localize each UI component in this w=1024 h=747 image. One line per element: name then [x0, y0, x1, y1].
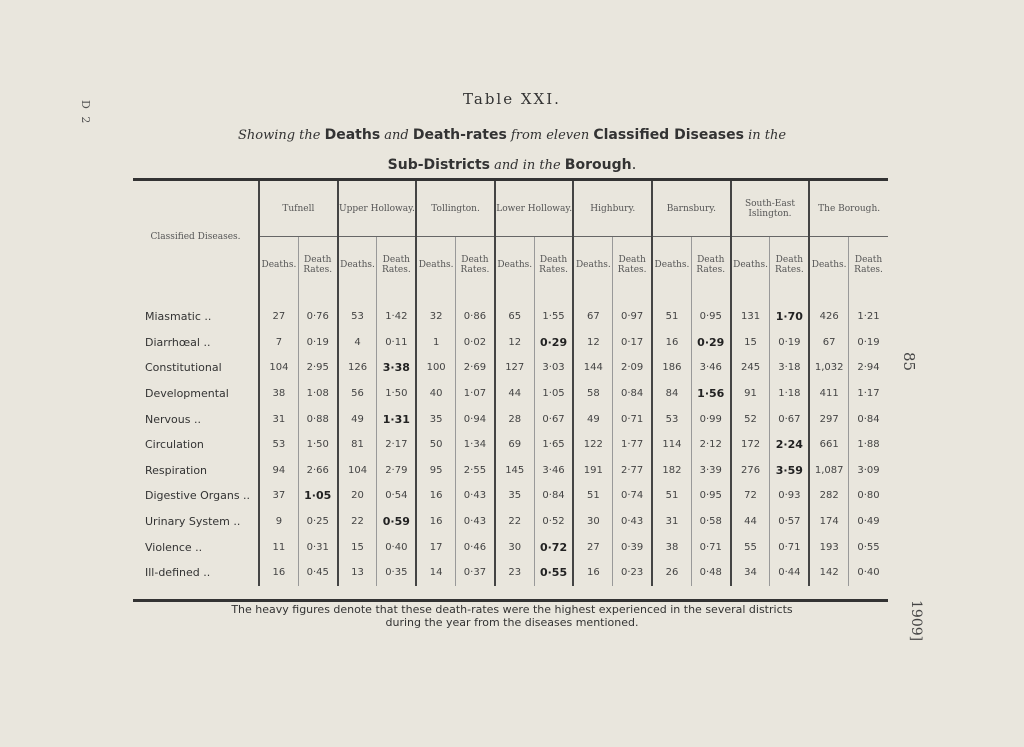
- deaths-cell: 26: [652, 560, 691, 586]
- death-rate-cell: 0·43: [456, 483, 495, 509]
- table-subtitle: [0, 120, 1024, 180]
- death-rate-cell: 1·50: [298, 432, 337, 458]
- death-rate-cell: 0·86: [456, 304, 495, 330]
- deaths-cell: 11: [259, 534, 298, 560]
- disease-label: Diarrhœal ..: [145, 335, 211, 349]
- death-rate-cell: 0·71: [691, 534, 730, 560]
- deaths-cell: 56: [338, 381, 377, 407]
- deaths-cell: 35: [416, 406, 455, 432]
- deaths-cell: 53: [338, 304, 377, 330]
- deaths-cell: 31: [259, 406, 298, 432]
- deaths-cell: 51: [652, 483, 691, 509]
- deaths-cell: 72: [731, 483, 770, 509]
- deaths-cell: 40: [416, 381, 455, 407]
- death-rate-cell: 0·40: [377, 534, 416, 560]
- deaths-cell: 7: [259, 330, 298, 356]
- subtitle-run: Showing the: [237, 128, 325, 143]
- deaths-cell: 172: [731, 432, 770, 458]
- death-rate-cell: 0·95: [691, 304, 730, 330]
- death-rate-cell: 0·40: [849, 560, 888, 586]
- deaths-cell: 38: [259, 381, 298, 407]
- deaths-cell: 53: [259, 432, 298, 458]
- death-rate-cell: 3·38: [377, 355, 416, 381]
- deaths-cell: 16: [259, 560, 298, 586]
- death-rate-cell: 0·17: [613, 330, 652, 356]
- deaths-cell: 191: [573, 458, 612, 484]
- death-rate-cell: 0·25: [298, 509, 337, 535]
- table-row: [133, 304, 888, 330]
- death-rate-cell: 1·18: [770, 381, 809, 407]
- death-rate-cell: 1·70: [770, 304, 809, 330]
- death-rate-cell: 0·94: [456, 406, 495, 432]
- deaths-cell: 44: [731, 509, 770, 535]
- deaths-cell: 30: [573, 509, 612, 535]
- deaths-cell: 131: [731, 304, 770, 330]
- deaths-cell: 50: [416, 432, 455, 458]
- table-row: [133, 509, 888, 535]
- deaths-cell: 69: [495, 432, 534, 458]
- deaths-cell: 12: [573, 330, 612, 356]
- death-rate-cell: 1·07: [456, 381, 495, 407]
- death-rate-cell: 0·67: [770, 406, 809, 432]
- death-rate-cell: 0·84: [613, 381, 652, 407]
- death-rate-cell: 0·31: [298, 534, 337, 560]
- row-header-label: Classified Diseases.: [150, 231, 241, 242]
- death-rate-cell: 2·94: [849, 355, 888, 381]
- disease-label: Constitutional: [145, 361, 222, 375]
- death-rates-subheader: Death Rates.: [298, 237, 337, 293]
- deaths-cell: 95: [416, 458, 455, 484]
- death-rate-cell: 1·05: [534, 381, 573, 407]
- deaths-cell: 114: [652, 432, 691, 458]
- subtitle-run: Death-rates: [412, 127, 507, 143]
- table-row: [133, 381, 888, 407]
- deaths-subheader: Deaths.: [338, 237, 377, 293]
- deaths-subheader: Deaths.: [573, 237, 612, 293]
- death-rate-cell: 1·17: [849, 381, 888, 407]
- death-rate-cell: 3·59: [770, 458, 809, 484]
- subtitle-line-1: [0, 120, 1024, 150]
- death-rate-cell: 0·49: [849, 509, 888, 535]
- deaths-cell: 4: [338, 330, 377, 356]
- death-rate-cell: 1·05: [298, 483, 337, 509]
- deaths-subheader: Deaths.: [652, 237, 691, 293]
- death-rates-subheader: Death Rates.: [377, 237, 416, 293]
- deaths-cell: 38: [652, 534, 691, 560]
- district-header: Tufnell: [259, 181, 338, 237]
- deaths-cell: 13: [338, 560, 377, 586]
- death-rate-cell: 0·55: [849, 534, 888, 560]
- table-row: [133, 534, 888, 560]
- death-rate-cell: 2·17: [377, 432, 416, 458]
- deaths-cell: 1,032: [809, 355, 848, 381]
- district-header: Upper Holloway.: [338, 181, 417, 237]
- table-row: [133, 406, 888, 432]
- deaths-cell: 661: [809, 432, 848, 458]
- deaths-cell: 20: [338, 483, 377, 509]
- district-header: South-East Islington.: [731, 181, 810, 237]
- table-footnote: [0, 603, 1024, 629]
- deaths-subheader: Deaths.: [416, 237, 455, 293]
- subtitle-run: Borough: [564, 157, 632, 173]
- death-rate-cell: 0·02: [456, 330, 495, 356]
- death-rate-cell: 0·55: [534, 560, 573, 586]
- disease-label: Nervous ..: [145, 412, 201, 426]
- footnote-line-2: during the year from the diseases mentioned.: [385, 616, 639, 629]
- death-rate-cell: 0·52: [534, 509, 573, 535]
- deaths-cell: 174: [809, 509, 848, 535]
- deaths-cell: 9: [259, 509, 298, 535]
- district-header: Tollington.: [416, 181, 495, 237]
- disease-table-frame: [133, 178, 888, 602]
- subtitle-line-2: [0, 150, 1024, 180]
- death-rate-cell: 0·59: [377, 509, 416, 535]
- deaths-cell: 55: [731, 534, 770, 560]
- death-rate-cell: 0·43: [456, 509, 495, 535]
- deaths-cell: 67: [573, 304, 612, 330]
- deaths-cell: 282: [809, 483, 848, 509]
- deaths-cell: 58: [573, 381, 612, 407]
- death-rate-cell: 3·46: [691, 355, 730, 381]
- deaths-cell: 12: [495, 330, 534, 356]
- disease-table: [133, 181, 888, 586]
- table-row: [133, 355, 888, 381]
- death-rate-cell: 0·67: [534, 406, 573, 432]
- deaths-cell: 182: [652, 458, 691, 484]
- death-rate-cell: 0·19: [849, 330, 888, 356]
- table-row: [133, 560, 888, 586]
- table-header: [133, 181, 888, 292]
- deaths-cell: 15: [731, 330, 770, 356]
- disease-label: Ill-defined ..: [145, 566, 211, 580]
- death-rate-cell: 0·97: [613, 304, 652, 330]
- death-rate-cell: 3·39: [691, 458, 730, 484]
- deaths-cell: 81: [338, 432, 377, 458]
- death-rate-cell: 0·11: [377, 330, 416, 356]
- death-rate-cell: 0·44: [770, 560, 809, 586]
- death-rates-subheader: Death Rates.: [534, 237, 573, 293]
- deaths-cell: 145: [495, 458, 534, 484]
- death-rate-cell: 2·24: [770, 432, 809, 458]
- deaths-cell: 32: [416, 304, 455, 330]
- death-rate-cell: 0·29: [691, 330, 730, 356]
- death-rate-cell: 2·55: [456, 458, 495, 484]
- deaths-cell: 16: [652, 330, 691, 356]
- disease-label: Developmental: [145, 387, 229, 401]
- death-rates-subheader: Death Rates.: [691, 237, 730, 293]
- death-rate-cell: 1·77: [613, 432, 652, 458]
- deaths-cell: 276: [731, 458, 770, 484]
- death-rate-cell: 0·19: [298, 330, 337, 356]
- subtitle-run: and in the: [490, 158, 565, 173]
- deaths-cell: 142: [809, 560, 848, 586]
- death-rate-cell: 3·46: [534, 458, 573, 484]
- disease-label: Respiration: [145, 463, 208, 477]
- death-rate-cell: 0·19: [770, 330, 809, 356]
- footnote-line-1: The heavy figures denote that these death-rates were the highest experienced in the several districts: [231, 603, 793, 616]
- death-rate-cell: 0·88: [298, 406, 337, 432]
- deaths-cell: 127: [495, 355, 534, 381]
- death-rate-cell: 0·84: [849, 406, 888, 432]
- death-rates-subheader: Death Rates.: [613, 237, 652, 293]
- year-mark: 1909]: [908, 600, 924, 642]
- deaths-cell: 104: [338, 458, 377, 484]
- disease-label: Digestive Organs ..: [145, 489, 251, 503]
- deaths-cell: 16: [416, 483, 455, 509]
- death-rate-cell: 1·08: [298, 381, 337, 407]
- deaths-cell: 84: [652, 381, 691, 407]
- deaths-cell: 411: [809, 381, 848, 407]
- disease-label: Miasmatic ..: [145, 310, 212, 324]
- death-rate-cell: 0·76: [298, 304, 337, 330]
- deaths-cell: 245: [731, 355, 770, 381]
- deaths-cell: 126: [338, 355, 377, 381]
- death-rate-cell: 0·72: [534, 534, 573, 560]
- death-rates-subheader: Death Rates.: [849, 237, 888, 293]
- death-rate-cell: 0·45: [298, 560, 337, 586]
- deaths-cell: 53: [652, 406, 691, 432]
- deaths-cell: 426: [809, 304, 848, 330]
- deaths-cell: 144: [573, 355, 612, 381]
- deaths-cell: 94: [259, 458, 298, 484]
- death-rate-cell: 3·09: [849, 458, 888, 484]
- deaths-cell: 23: [495, 560, 534, 586]
- margin-signature-mark: D 2: [79, 100, 92, 126]
- death-rate-cell: 2·95: [298, 355, 337, 381]
- death-rate-cell: 0·99: [691, 406, 730, 432]
- deaths-cell: 35: [495, 483, 534, 509]
- death-rate-cell: 0·84: [534, 483, 573, 509]
- deaths-cell: 193: [809, 534, 848, 560]
- table-title: Table XXI.: [463, 90, 561, 108]
- deaths-cell: 16: [416, 509, 455, 535]
- table-row: [133, 458, 888, 484]
- disease-label: Circulation: [145, 438, 204, 452]
- deaths-cell: 37: [259, 483, 298, 509]
- deaths-cell: 28: [495, 406, 534, 432]
- death-rate-cell: 0·48: [691, 560, 730, 586]
- deaths-cell: 27: [573, 534, 612, 560]
- deaths-cell: 51: [573, 483, 612, 509]
- table-body: [133, 292, 888, 586]
- deaths-cell: 100: [416, 355, 455, 381]
- subtitle-run: Deaths: [324, 127, 381, 143]
- subtitle-run: in the: [743, 128, 787, 143]
- death-rates-subheader: Death Rates.: [456, 237, 495, 293]
- deaths-cell: 22: [495, 509, 534, 535]
- deaths-cell: 16: [573, 560, 612, 586]
- death-rate-cell: 0·37: [456, 560, 495, 586]
- death-rate-cell: 3·03: [534, 355, 573, 381]
- table-row: [133, 432, 888, 458]
- death-rate-cell: 2·09: [613, 355, 652, 381]
- death-rate-cell: 1·21: [849, 304, 888, 330]
- disease-label: Urinary System ..: [145, 515, 241, 529]
- deaths-cell: 51: [652, 304, 691, 330]
- deaths-cell: 186: [652, 355, 691, 381]
- death-rate-cell: 0·71: [770, 534, 809, 560]
- deaths-cell: 30: [495, 534, 534, 560]
- death-rate-cell: 1·56: [691, 381, 730, 407]
- death-rate-cell: 0·80: [849, 483, 888, 509]
- subtitle-run: Classified Diseases: [593, 127, 744, 143]
- subtitle-run: and: [380, 128, 413, 143]
- deaths-cell: 17: [416, 534, 455, 560]
- district-header: Barnsbury.: [652, 181, 731, 237]
- death-rate-cell: 0·43: [613, 509, 652, 535]
- district-header: The Borough.: [809, 181, 888, 237]
- death-rate-cell: 3·18: [770, 355, 809, 381]
- deaths-subheader: Deaths.: [259, 237, 298, 293]
- deaths-subheader: Deaths.: [809, 237, 848, 293]
- death-rate-cell: 1·42: [377, 304, 416, 330]
- deaths-cell: 15: [338, 534, 377, 560]
- deaths-cell: 34: [731, 560, 770, 586]
- table-row: [133, 330, 888, 356]
- subtitle-run: .: [631, 155, 637, 173]
- district-header: Lower Holloway.: [495, 181, 574, 237]
- table-row: [133, 483, 888, 509]
- death-rate-cell: 0·35: [377, 560, 416, 586]
- death-rate-cell: 0·23: [613, 560, 652, 586]
- deaths-cell: 65: [495, 304, 534, 330]
- deaths-cell: 52: [731, 406, 770, 432]
- death-rate-cell: 1·88: [849, 432, 888, 458]
- subtitle-run: Sub-Districts: [387, 157, 490, 173]
- subtitle-run: from eleven: [506, 128, 594, 143]
- death-rate-cell: 1·34: [456, 432, 495, 458]
- death-rate-cell: 1·55: [534, 304, 573, 330]
- death-rate-cell: 0·54: [377, 483, 416, 509]
- death-rate-cell: 0·29: [534, 330, 573, 356]
- deaths-subheader: Deaths.: [731, 237, 770, 293]
- disease-label: Violence ..: [145, 540, 203, 554]
- deaths-cell: 14: [416, 560, 455, 586]
- death-rate-cell: 0·58: [691, 509, 730, 535]
- deaths-cell: 27: [259, 304, 298, 330]
- death-rate-cell: 1·31: [377, 406, 416, 432]
- district-header: Highbury.: [573, 181, 652, 237]
- deaths-cell: 104: [259, 355, 298, 381]
- page-number: 85: [900, 352, 918, 372]
- death-rates-subheader: Death Rates.: [770, 237, 809, 293]
- death-rate-cell: 0·71: [613, 406, 652, 432]
- deaths-cell: 22: [338, 509, 377, 535]
- deaths-cell: 1,087: [809, 458, 848, 484]
- death-rate-cell: 2·79: [377, 458, 416, 484]
- deaths-cell: 49: [573, 406, 612, 432]
- death-rate-cell: 0·95: [691, 483, 730, 509]
- death-rate-cell: 2·66: [298, 458, 337, 484]
- deaths-subheader: Deaths.: [495, 237, 534, 293]
- death-rate-cell: 1·65: [534, 432, 573, 458]
- death-rate-cell: 0·93: [770, 483, 809, 509]
- deaths-cell: 91: [731, 381, 770, 407]
- death-rate-cell: 0·74: [613, 483, 652, 509]
- deaths-cell: 122: [573, 432, 612, 458]
- death-rate-cell: 0·46: [456, 534, 495, 560]
- death-rate-cell: 1·50: [377, 381, 416, 407]
- deaths-cell: 44: [495, 381, 534, 407]
- death-rate-cell: 2·69: [456, 355, 495, 381]
- deaths-cell: 31: [652, 509, 691, 535]
- death-rate-cell: 0·57: [770, 509, 809, 535]
- death-rate-cell: 0·39: [613, 534, 652, 560]
- deaths-cell: 67: [809, 330, 848, 356]
- deaths-cell: 1: [416, 330, 455, 356]
- deaths-cell: 297: [809, 406, 848, 432]
- death-rate-cell: 2·77: [613, 458, 652, 484]
- death-rate-cell: 2·12: [691, 432, 730, 458]
- deaths-cell: 49: [338, 406, 377, 432]
